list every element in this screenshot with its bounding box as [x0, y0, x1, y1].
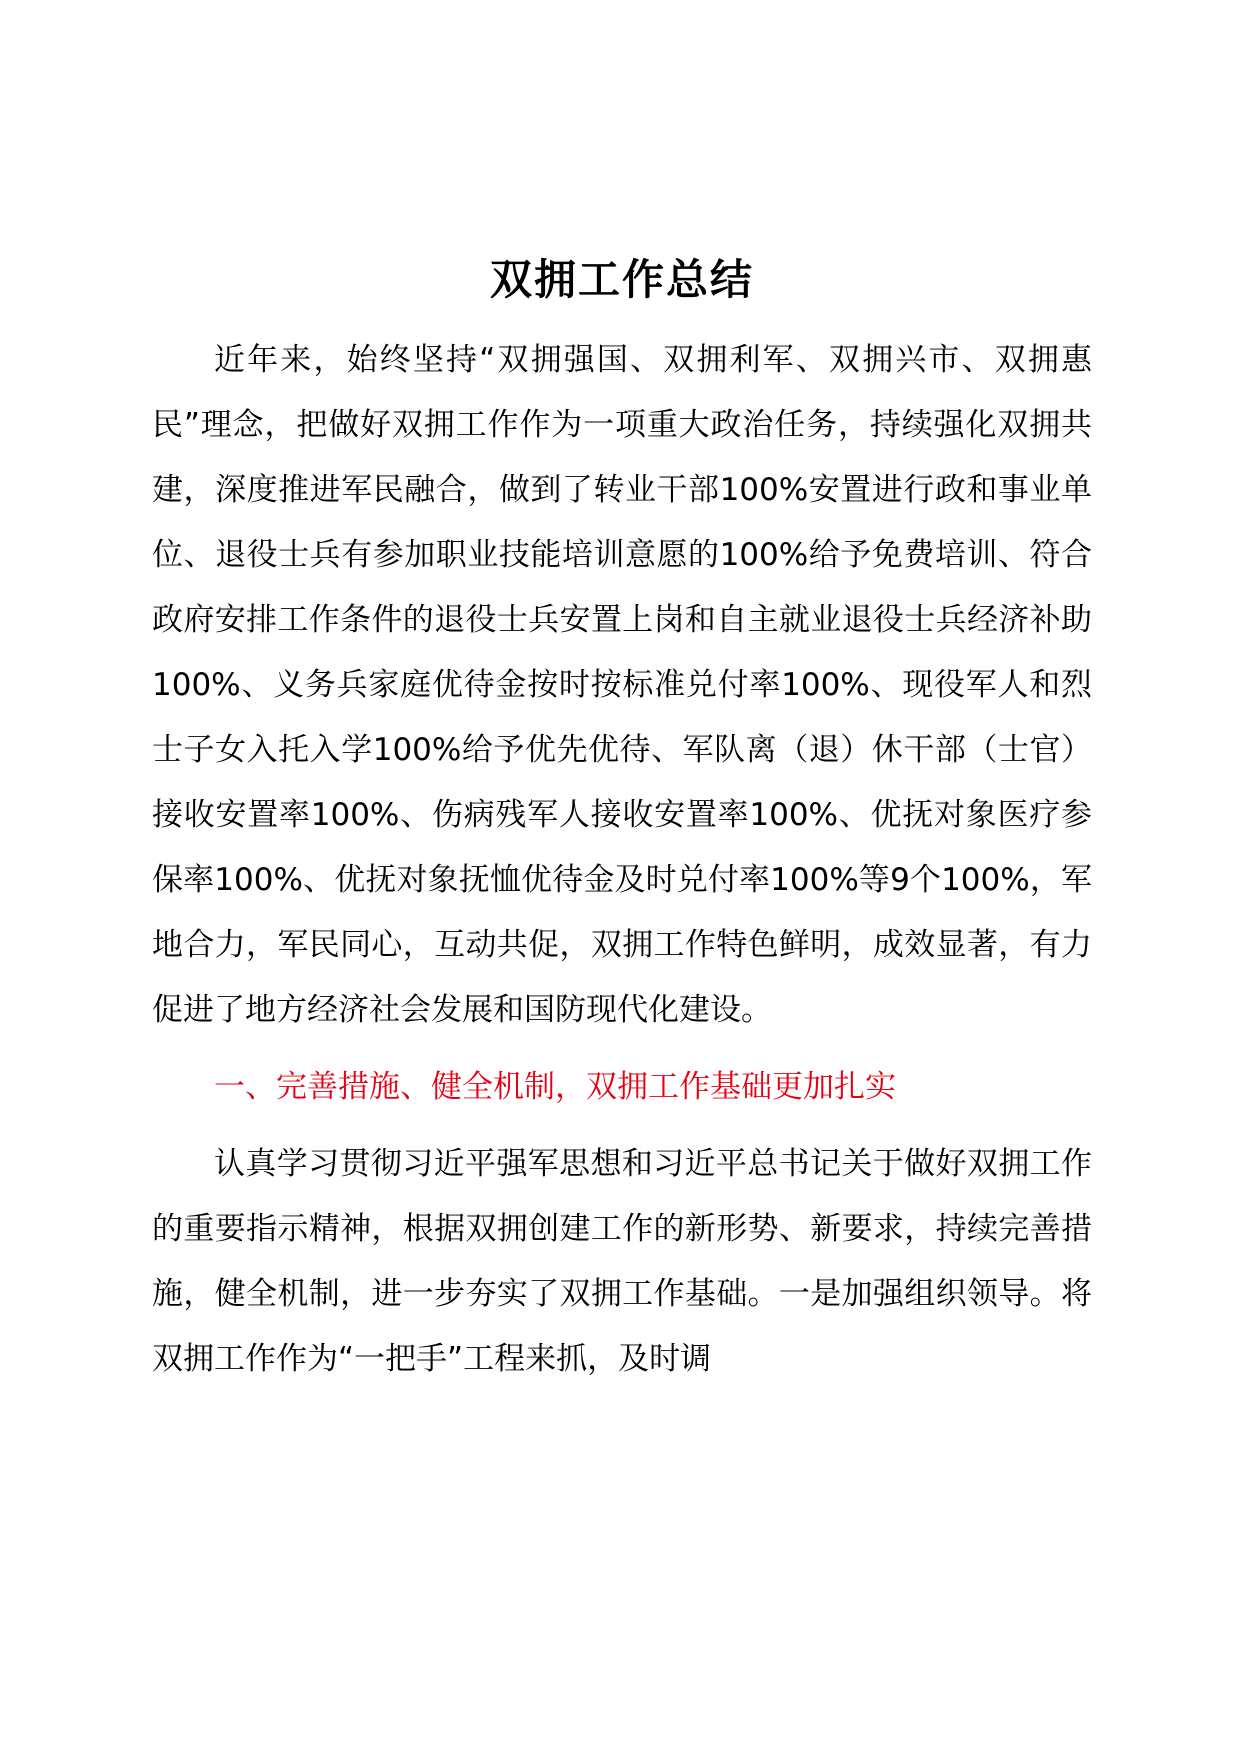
section-heading: 一、完善措施、健全机制，双拥工作基础更加扎实 — [214, 1069, 896, 1105]
document-title: 双拥工作总结 — [489, 255, 754, 304]
document-body — [152, 248, 1092, 1392]
section-paragraph: 认真学习贯彻习近平强军思想和习近平总书记关于做好双拥工作的重要指示精神，根据双拥创建工作的新形势、新要求，持续完善措施，健全机制，进一步夯实了双拥工作基础。一是加强组织领导。将双拥工作作为“一把手”工程来抓，及时调 — [152, 1146, 1092, 1377]
intro-paragraph: 近年来，始终坚持“双拥强国、双拥利军、双拥兴市、双拥惠民”理念，把做好双拥工作作为一项重大政治任务，持续强化双拥共建，深度推进军民融合，做到了转业干部100%安置进行政和事业单位、退役士兵有参加职业技能培训意愿的100%给予免费培训、符合政府安排工作条件的退役士兵安置上岗和自主就业退役士兵经济补助100%、义务兵家庭优待金按时按标准兑付率100%、现役军人和烈士子女入托入学100%给予优先优待、军队离（退）休干部（士官）接收安置率100%、伤病残军人接收安置率100%、优抚对象医疗参保率100%、优抚对象抚恤优待金及时兑付率100%等9个100%，军地合力，军民同心，互动共促，双拥工作特色鲜明，成效显著，有力促进了地方经济社会发展和国防现代化建设。 — [152, 342, 1092, 1028]
